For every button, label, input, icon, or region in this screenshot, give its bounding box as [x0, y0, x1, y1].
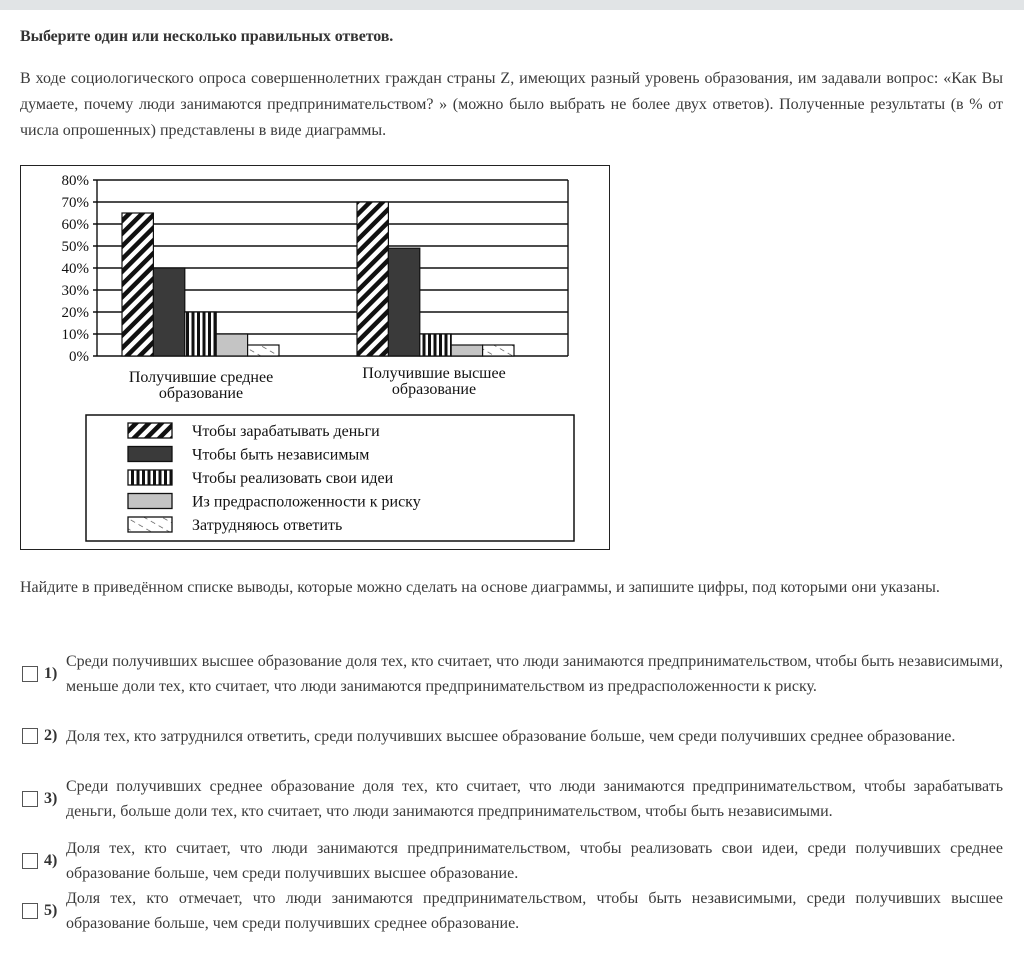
legend-swatch: [128, 517, 172, 532]
bar: [122, 213, 153, 356]
category-label: Получившие среднее: [128, 369, 274, 386]
category-label: Получившие высшее: [362, 365, 506, 382]
legend-swatch: [128, 447, 172, 462]
bar: [451, 345, 482, 356]
answer-option-2[interactable]: [20, 711, 1003, 761]
chart-frame: [20, 165, 610, 550]
answer-checkbox[interactable]: [22, 728, 38, 744]
chart-legend: [86, 415, 574, 541]
bar: [420, 334, 451, 356]
y-tick-label: 70%: [61, 195, 89, 211]
bar: [216, 334, 247, 356]
option-text: Доля тех, кто отмечает, что люди занимаются предпринимательством, чтобы быть независимыми, среди получивших высшее образование больше, чем среди получивших среднее образование.: [66, 890, 1003, 932]
y-tick-label: 50%: [61, 239, 89, 255]
option-number: 3): [44, 789, 58, 807]
answer-option-3[interactable]: [20, 761, 1003, 836]
answer-checkbox[interactable]: [22, 853, 38, 869]
legend-label: Чтобы зарабатывать деньги: [192, 423, 380, 440]
option-text: Среди получивших высшее образование доля тех, кто считает, что люди занимаются предпринимательством, чтобы быть независимыми, меньше доли тех, кто считает, что люди занимаются предпринимательством из предрасположенности к риску.: [66, 652, 1003, 695]
answer-checkbox[interactable]: [22, 666, 38, 682]
category-label: образование: [158, 385, 244, 402]
legend-label: Затрудняюсь ответить: [192, 517, 343, 534]
chart-category-labels: [129, 365, 506, 402]
top-bar: [0, 0, 1024, 10]
option-number: 5): [44, 902, 58, 919]
legend-label: Из предрасположенности к риску: [192, 493, 421, 511]
answer-checkbox[interactable]: [22, 791, 38, 807]
option-number: 2): [44, 727, 58, 744]
y-tick-label: 0%: [69, 349, 89, 365]
option-number: 4): [44, 852, 58, 869]
answer-option-4[interactable]: [20, 836, 1003, 886]
answer-checkbox[interactable]: [22, 903, 38, 919]
legend-swatch: [128, 470, 172, 485]
y-tick-label: 60%: [61, 217, 89, 233]
bar: [388, 248, 419, 356]
bar: [483, 345, 514, 356]
y-tick-label: 20%: [61, 305, 89, 321]
category-label: образование: [391, 381, 477, 398]
bar: [248, 345, 279, 356]
y-tick-label: 30%: [61, 283, 89, 299]
y-tick-label: 10%: [61, 327, 89, 343]
legend-swatch: [128, 494, 172, 509]
option-text: Среди получивших среднее образование доля тех, кто считает, что люди занимаются предпринимательством, чтобы зарабатывать деньги, больше доли тех, кто считает, что люди занимаются предпринимательством, чтобы быть независимыми.: [66, 777, 1003, 820]
y-tick-label: 40%: [61, 261, 89, 277]
bar: [153, 268, 184, 356]
option-number: 1): [44, 664, 58, 682]
bar-chart: [21, 166, 611, 551]
legend-label: Чтобы быть независимым: [192, 446, 370, 464]
y-tick-label: 80%: [61, 173, 89, 189]
instruction-heading: Выберите один или несколько правильных ответов.: [20, 28, 394, 45]
chart-bars: [122, 202, 514, 356]
question-intro: В ходе социологического опроса совершеннолетних граждан страны Z, имеющих разный уровень образования, им задавали вопрос: «Как Вы думаете, почему люди занимаются предпринимательством? » (можно было выбрать не более двух ответов). Полученные результаты (в % от числа опрошенных) представлены в виде диаграммы.: [20, 70, 1003, 139]
answer-option-5[interactable]: [20, 886, 1003, 936]
answer-option-1[interactable]: [20, 636, 1003, 711]
option-text: Доля тех, кто затруднился ответить, среди получивших высшее образование больше, чем среди получивших среднее образование.: [66, 727, 956, 745]
task-text: Найдите в приведённом списке выводы, которые можно сделать на основе диаграммы, и запишите цифры, под которыми они указаны.: [20, 579, 940, 596]
bar: [357, 202, 388, 356]
bar: [185, 312, 216, 356]
legend-label: Чтобы реализовать свои идеи: [192, 470, 394, 487]
option-text: Доля тех, кто считает, что люди занимаются предпринимательством, чтобы реализовать свои идеи, среди получивших среднее образование больше, чем среди получивших высшее образование.: [66, 840, 1003, 882]
legend-swatch: [128, 423, 172, 438]
